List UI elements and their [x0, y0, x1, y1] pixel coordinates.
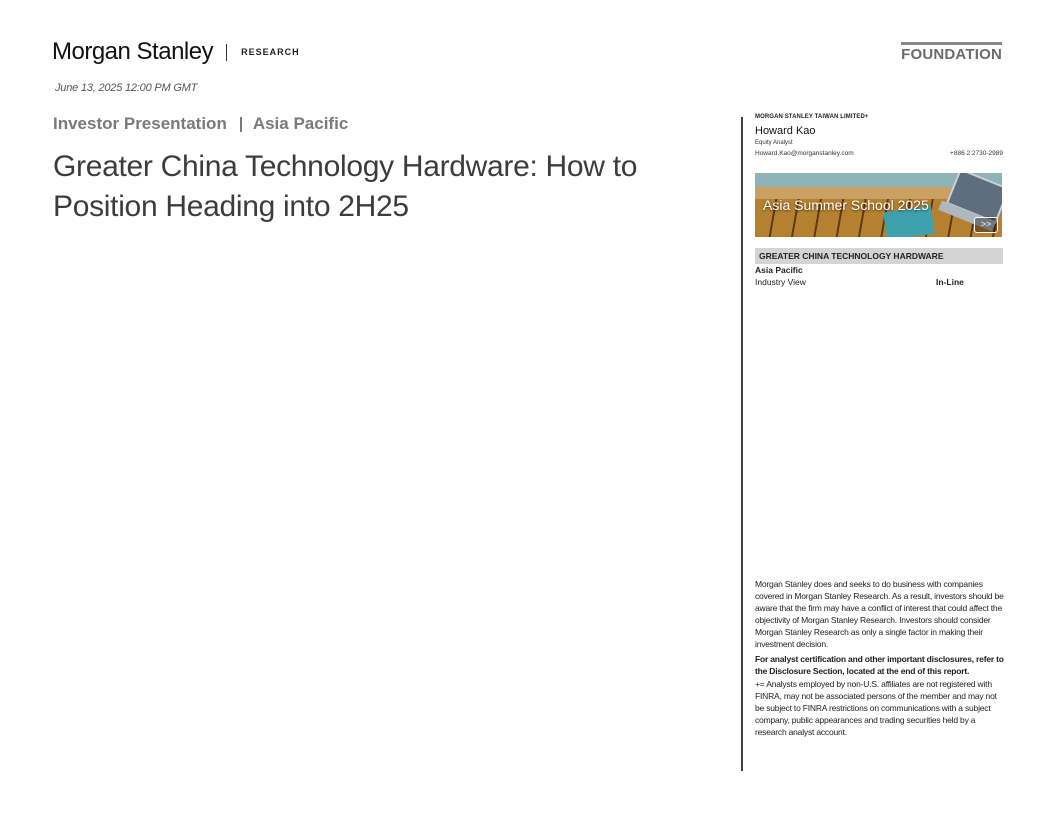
logo-name: Morgan Stanley [52, 38, 214, 65]
banner-text: Asia Summer School 2025 [763, 197, 929, 213]
industry-view-value: In-Line [936, 277, 964, 287]
sidebar-divider [741, 117, 743, 771]
report-type: Investor Presentation [53, 114, 227, 133]
analyst-contact [755, 150, 1003, 157]
publish-date: June 13, 2025 12:00 PM GMT [55, 82, 198, 94]
banner-next-button[interactable]: >> [974, 217, 998, 233]
logo-research-label: RESEARCH [241, 47, 300, 57]
asia-summer-school-banner[interactable] [755, 173, 1002, 237]
logo-divider [226, 44, 227, 61]
industry-region: Asia Pacific [755, 265, 803, 275]
finra-note: += Analysts employed by non-U.S. affiliates are not registered with FINRA, may not be associated persons of the member and may not be subject to FINRA restrictions on communications with a subject company, public appearances and trading securities held by a research analyst account. [755, 679, 997, 737]
report-type-line [53, 114, 348, 134]
industry-view-row [755, 277, 1003, 287]
report-type-divider [240, 117, 242, 132]
report-region: Asia Pacific [252, 114, 349, 133]
disclaimer-text: Morgan Stanley does and seeks to do business with companies covered in Morgan Stanley Research. As a result, investors should be aware that the firm may have a conflict of interest that could affect the objectivity of Morgan Stanley Research. Investors should consider Morgan Stanley Research as only a single factor in making their investment decision. [755, 579, 1004, 649]
sidebar [755, 114, 1003, 287]
analyst-role: Equity Analyst [755, 140, 793, 146]
analyst-entity: MORGAN STANLEY TAIWAN LIMITED+ [755, 114, 869, 120]
industry-view-label: Industry View [755, 277, 806, 287]
industry-header: GREATER CHINA TECHNOLOGY HARDWARE [755, 248, 1003, 264]
analyst-phone: +886 2 2730-2989 [950, 150, 1003, 157]
morgan-stanley-logo [52, 38, 300, 66]
analyst-email-link[interactable]: Howard.Kao@morganstanley.com [755, 150, 854, 157]
disclaimer [755, 578, 1005, 738]
analyst-name: Howard Kao [755, 125, 816, 137]
report-title: Greater China Technology Hardware: How to Position Heading into 2H25 [53, 150, 638, 223]
foundation-label: FOUNDATION [901, 46, 1002, 63]
disclosure-notice: For analyst certification and other important disclosures, refer to the Disclosure Section, located at the end of this report. [755, 654, 1004, 676]
foundation-tag [901, 42, 1002, 64]
